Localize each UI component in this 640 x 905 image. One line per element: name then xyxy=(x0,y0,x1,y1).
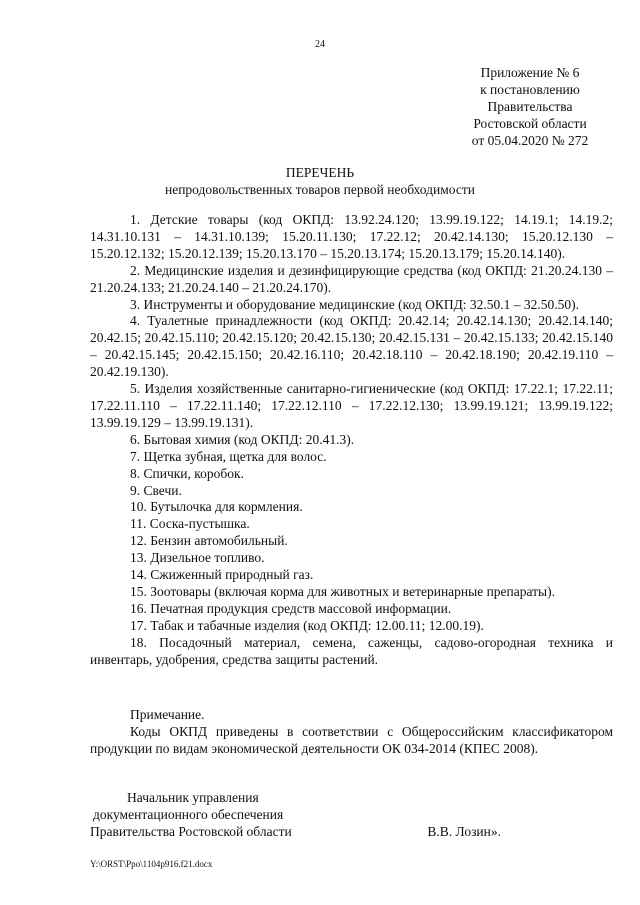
appendix-line: Правительства xyxy=(487,99,573,114)
page-number: 24 xyxy=(315,39,325,50)
list-item: 9. Свечи. xyxy=(130,482,182,498)
signature-position-line3 xyxy=(90,824,613,841)
signature-name: В.В. Лозин». xyxy=(427,823,501,839)
list-item: 2. Медицинские изделия и дезинфицирующие средства (код ОКПД: 21.20.24.130 – 21.20.24.133; 21.20.24.140 – 21.20.24.170). xyxy=(90,262,613,295)
list-item: 6. Бытовая химия (код ОКПД: 20.41.3). xyxy=(130,431,355,447)
note-block xyxy=(90,707,613,758)
document-title xyxy=(0,164,640,198)
list-item: 4. Туалетные принадлежности (код ОКПД: 20.42.14; 20.42.14.130; 20.42.14.140; 20.42.15; 20.42.15.110; 20.42.15.120; 20.42.15.130; 20.42.15.131 – 20.42.15.133; 20.42.15.140 – 20.42.15.145; 20.42.15.150; 20.42.16.110; 20.42.18.110 – 20.42.18.190; 20.42.19.110 – 20.42.19.130). xyxy=(90,313,613,380)
appendix-line: к постановлению xyxy=(480,82,580,97)
signature-position-line1: Начальник управления xyxy=(127,790,259,805)
appendix-line: Ростовской области xyxy=(473,116,587,131)
appendix-block xyxy=(430,64,630,149)
list-item: 14. Сжиженный природный газ. xyxy=(130,567,314,583)
list-item: 16. Печатная продукция средств массовой информации. xyxy=(130,600,452,616)
title-heading: ПЕРЕЧЕНЬ xyxy=(285,165,355,180)
appendix-line: Приложение № 6 xyxy=(480,65,580,80)
signature-organization: Правительства Ростовской области xyxy=(90,823,292,839)
note-label: Примечание. xyxy=(130,707,205,722)
goods-list xyxy=(90,212,613,668)
list-item: 7. Щетка зубная, щетка для волос. xyxy=(130,448,327,464)
signature-position-line2: документационного обеспечения xyxy=(93,806,284,822)
list-item: 8. Спички, коробок. xyxy=(130,465,244,481)
list-item: 1. Детские товары (код ОКПД: 13.92.24.120; 13.99.19.122; 14.19.1; 14.19.2; 14.31.10.131 – 14.31.10.139; 15.20.11.130; 17.22.12; 20.42.14.130; 15.20.12.130 – 15.20.12.132; 15.20.12.139; 15.20.13.170 – 15.20.13.174; 15.20.13.179; 15.20.14.140). xyxy=(90,212,613,261)
note-text: Коды ОКПД приведены в соответствии с Общероссийским классификатором продукции по видам экономической деятельности ОК 034-2014 (КПЕС 2008). xyxy=(90,723,613,756)
list-item: 18. Посадочный материал, семена, саженцы, садово-огородная техника и инвентарь, удобрения, средства защиты растений. xyxy=(90,634,613,667)
list-item: 13. Дизельное топливо. xyxy=(130,550,265,566)
title-subheading: непродовольственных товаров первой необходимости xyxy=(164,182,475,197)
list-item: 3. Инструменты и оборудование медицинские (код ОКПД: 32.50.1 – 32.50.50). xyxy=(130,296,580,312)
list-item: 5. Изделия хозяйственные санитарно-гигиенические (код ОКПД: 17.22.1; 17.22.11; 17.22.11.110 – 17.22.11.140; 17.22.12.110 – 17.22.12.130; 13.99.19.121; 13.99.19.122; 13.99.19.129 – 13.99.19.131). xyxy=(90,381,613,430)
list-item: 12. Бензин автомобильный. xyxy=(130,533,288,549)
list-item: 11. Соска-пустышка. xyxy=(130,516,250,532)
list-item: 10. Бутылочка для кормления. xyxy=(130,499,303,515)
appendix-line: от 05.04.2020 № 272 xyxy=(471,133,589,148)
file-path-footer: Y:\ORST\Ppo\1104p916.f21.docx xyxy=(90,859,213,869)
list-item: 15. Зоотовары (включая корма для животных и ветеринарные препараты). xyxy=(130,583,555,599)
list-item: 17. Табак и табачные изделия (код ОКПД: 12.00.11; 12.00.19). xyxy=(130,617,484,633)
signature-block xyxy=(90,790,613,841)
